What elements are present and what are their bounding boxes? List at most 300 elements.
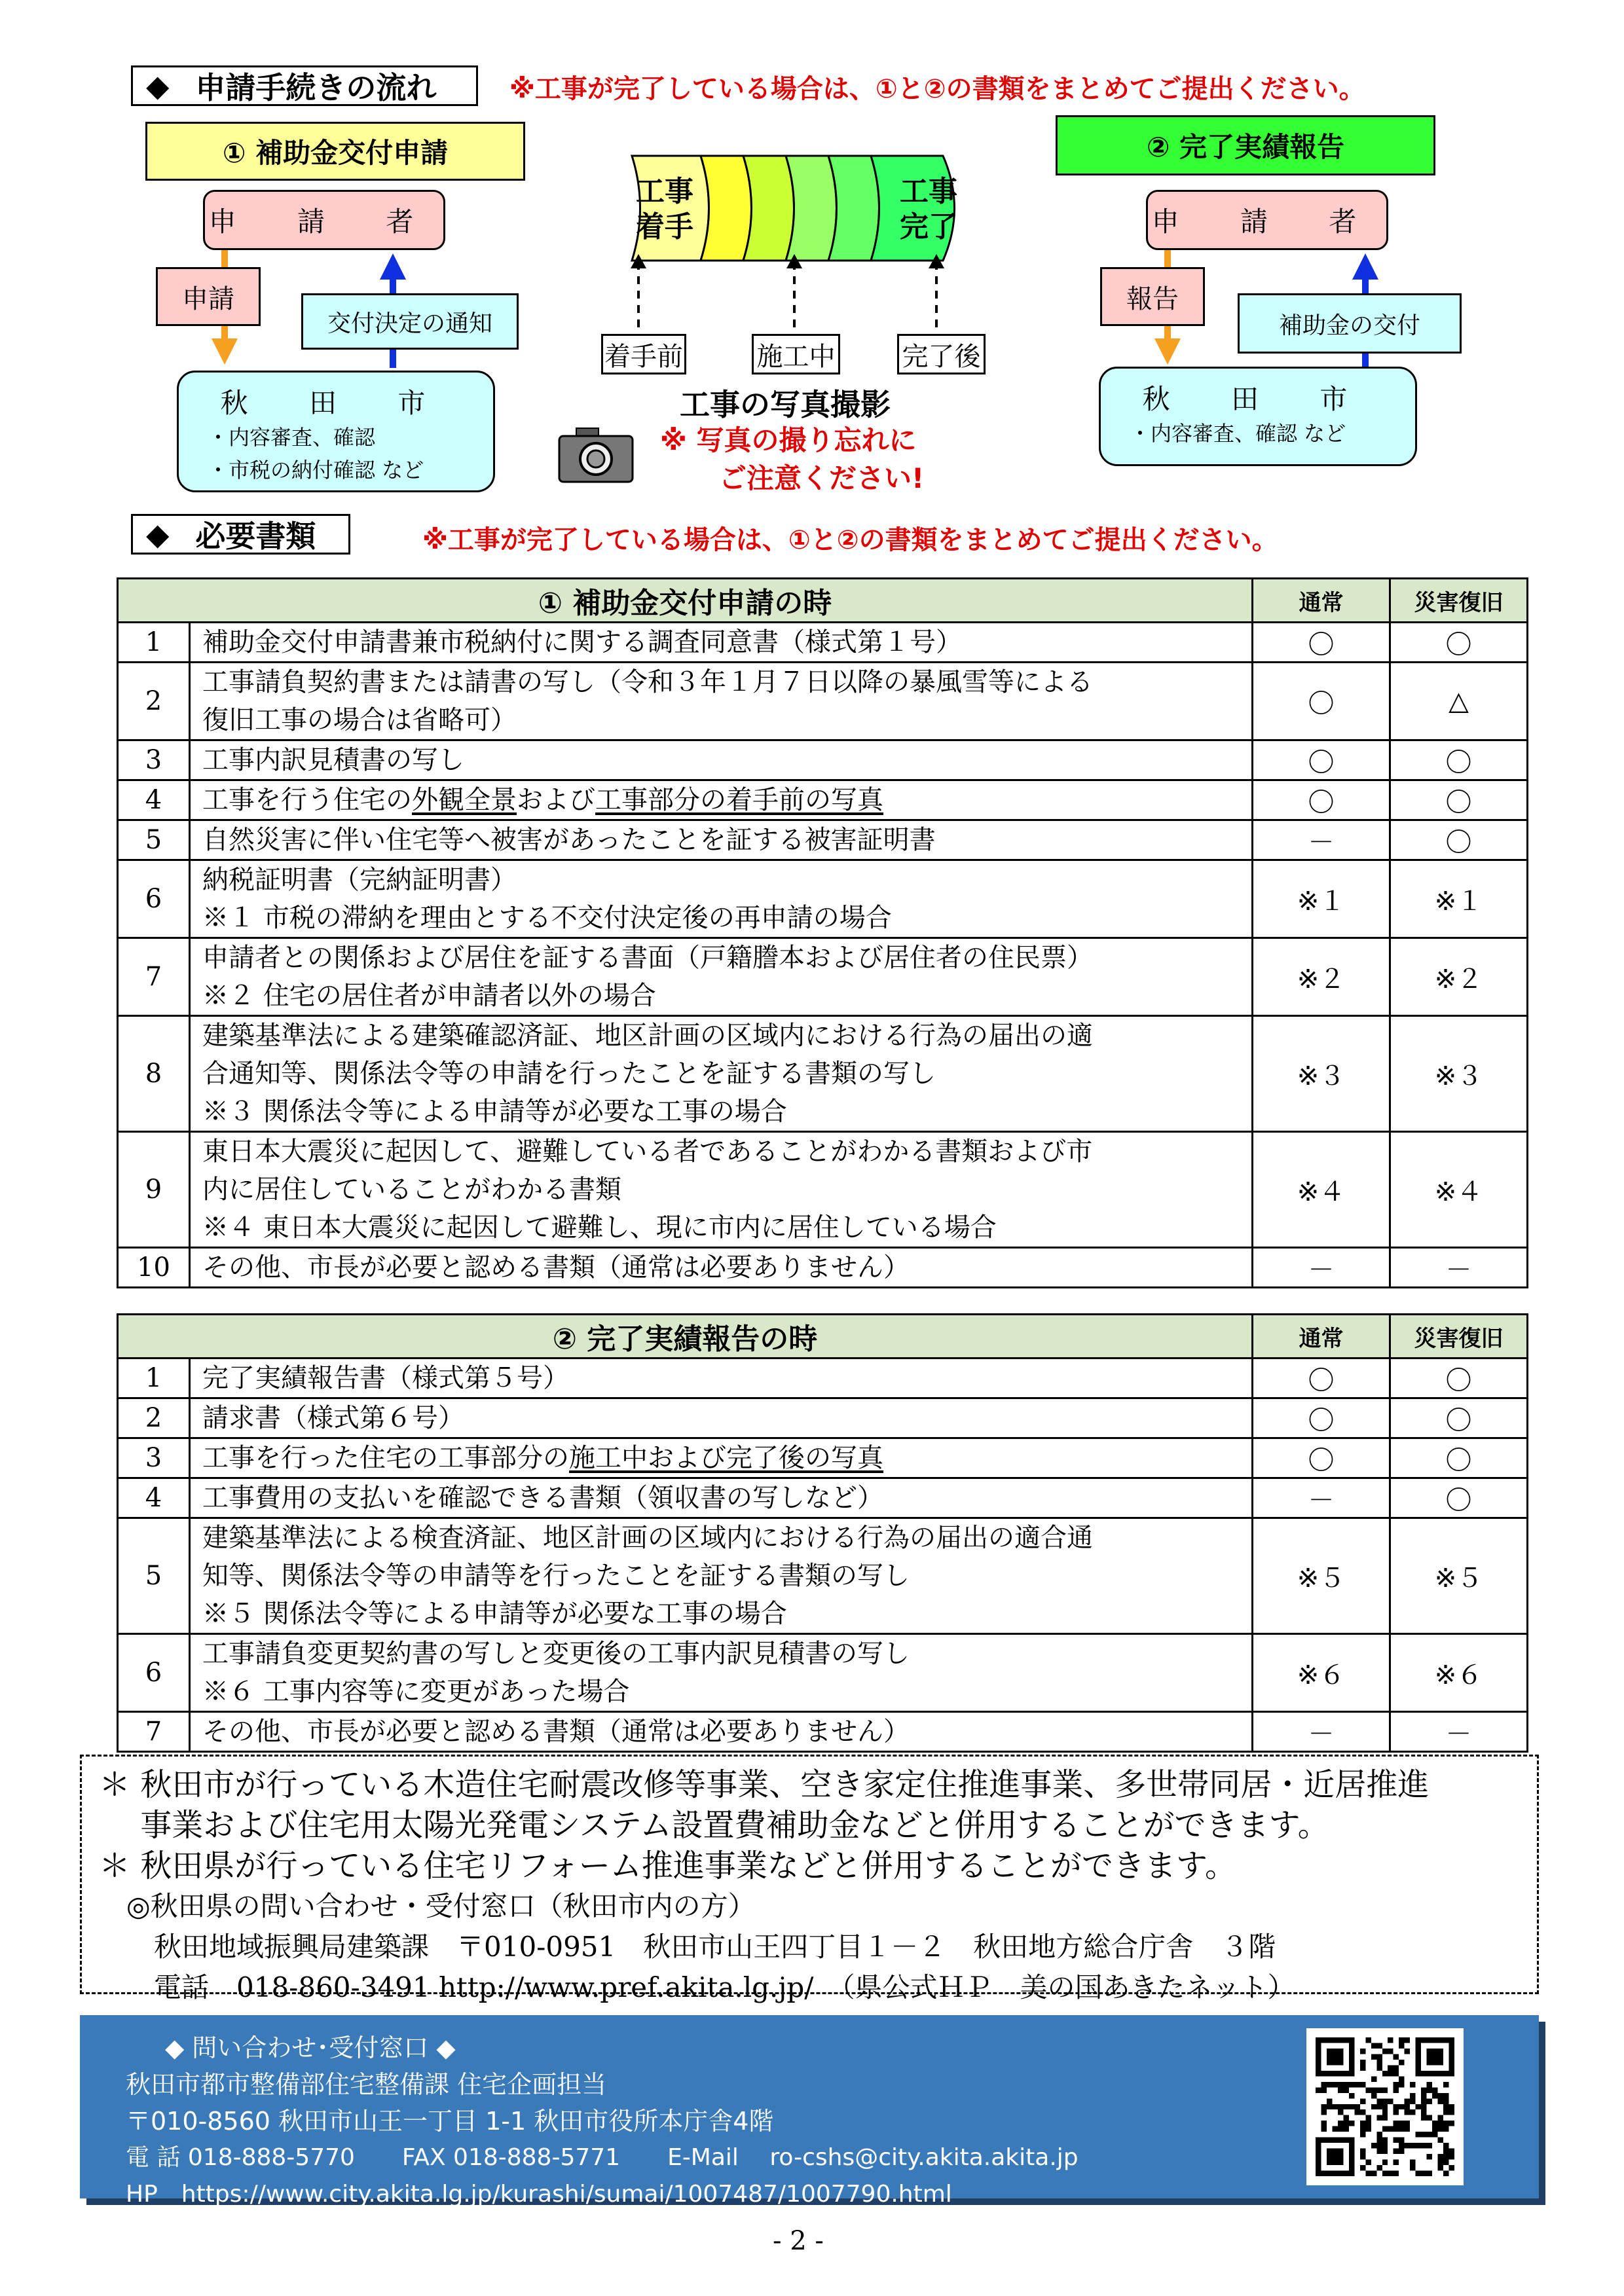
row-number: 1 [118, 1358, 190, 1398]
qr-module [1371, 2104, 1376, 2109]
qr-module [1438, 2115, 1443, 2121]
qr-module [1349, 2121, 1354, 2126]
qr-module [1405, 2049, 1410, 2054]
mark-disaster: 〇 [1390, 780, 1528, 820]
qr-module [1393, 2171, 1399, 2176]
description-line: 自然災害に伴い住宅等へ被害があったことを証する被害証明書 [202, 825, 936, 855]
qr-module [1405, 2098, 1410, 2104]
row-description [190, 1438, 1253, 1478]
qr-module [1388, 2037, 1393, 2043]
qr-module [1421, 2098, 1426, 2104]
row-description [190, 1634, 1253, 1712]
table-row [118, 663, 1528, 740]
footer-title: ◆ 問い合わせ･受付窓口 ◆ [165, 2033, 456, 2062]
row-number: 2 [118, 663, 190, 740]
arrow-report-head [1154, 338, 1181, 365]
mark-disaster: 〇 [1390, 1398, 1528, 1438]
qr-module [1438, 2154, 1443, 2159]
qr-module [1388, 2071, 1393, 2076]
mark-normal: － [1253, 1478, 1390, 1518]
footer-contact: 電 話 018-888-5770 FAX 018-888-5771 E-Mail ro-cshs@city.akita.akita.jp [126, 2144, 1079, 2171]
mark-normal: 〇 [1253, 1438, 1390, 1478]
qr-module [1393, 2121, 1399, 2126]
stage-before: 着手前 [601, 334, 686, 374]
qr-module [1316, 2087, 1321, 2092]
qr-module [1354, 2104, 1359, 2109]
qr-module [1338, 2126, 1343, 2132]
qr-module [1327, 2104, 1332, 2109]
qr-module [1360, 2121, 1365, 2126]
qr-module [1449, 2154, 1454, 2159]
description-line: その他、市長が必要と認める書類（通常は必要ありません） [202, 1252, 910, 1283]
qr-module [1338, 2082, 1343, 2087]
qr-module [1399, 2043, 1404, 2048]
row-description [190, 1132, 1253, 1248]
mark-disaster: 〇 [1390, 1358, 1528, 1398]
qr-module [1382, 2126, 1388, 2132]
table-row [118, 780, 1528, 820]
description-line: 工事内訳見積書の写し [202, 745, 464, 775]
mark-disaster: － [1390, 1248, 1528, 1288]
qr-finder-core [1327, 2149, 1343, 2165]
camera-icon [557, 426, 635, 484]
qr-module [1449, 2121, 1454, 2126]
qr-module [1332, 2126, 1337, 2132]
qr-module [1421, 2093, 1426, 2098]
description-line: 知等、関係法令等の申請等を行ったことを証する書類の写し [202, 1561, 910, 1591]
table-row [118, 1712, 1528, 1752]
qr-module [1382, 2109, 1388, 2115]
mark-normal: 〇 [1253, 1358, 1390, 1398]
city-box-1-title: 秋 田 市 [220, 387, 452, 419]
qr-module [1321, 2087, 1326, 2092]
description-line: 合通知等、関係法令等の申請を行ったことを証する書類の写し [202, 1059, 936, 1089]
underlined-text: 工事部分の着手前の写真 [595, 785, 883, 815]
qr-module [1421, 2143, 1426, 2148]
qr-module [1393, 2054, 1399, 2059]
table-row [118, 1248, 1528, 1288]
qr-module [1349, 2082, 1354, 2087]
qr-module [1376, 2138, 1382, 2143]
page-number: - 2 - [773, 2226, 824, 2256]
qr-module [1399, 2143, 1404, 2148]
photo-arrows [609, 249, 976, 334]
additional-notes [80, 1755, 1539, 2003]
qr-module [1371, 2087, 1376, 2092]
qr-module [1321, 2104, 1326, 2109]
apply-label: 申請 [156, 267, 261, 326]
mark-disaster: ※６ [1390, 1634, 1528, 1712]
qr-module [1438, 2093, 1443, 2098]
description-line: 東日本大震災に起因して、避難している者であることがわかる書類および市 [202, 1137, 1093, 1167]
city-box-1-line: ・内容審査、確認 [208, 425, 376, 450]
qr-module [1432, 2132, 1437, 2137]
construction-end-label [896, 167, 961, 252]
qr-module [1371, 2143, 1376, 2148]
qr-module [1360, 2065, 1365, 2070]
qr-module [1427, 2082, 1432, 2087]
qr-module [1388, 2065, 1393, 2070]
row-description [190, 623, 1253, 663]
arrow-apply-head [212, 338, 238, 365]
qr-module [1427, 2098, 1432, 2104]
mark-normal: ※２ [1253, 938, 1390, 1016]
mark-normal: ※４ [1253, 1132, 1390, 1248]
qr-module [1399, 2060, 1404, 2065]
qr-module [1432, 2126, 1437, 2132]
qr-module [1321, 2109, 1326, 2115]
qr-module [1327, 2098, 1332, 2104]
qr-module [1338, 2121, 1343, 2126]
qr-module [1327, 2082, 1332, 2087]
col-header-disaster: 災害復旧 [1390, 579, 1528, 623]
qr-module [1427, 2154, 1432, 2159]
qr-module [1416, 2104, 1421, 2109]
row-number: 4 [118, 780, 190, 820]
row-description [190, 1518, 1253, 1634]
col-header-normal: 通常 [1253, 579, 1390, 623]
qr-module [1443, 2171, 1449, 2176]
description-line: 工事請負契約書または請書の写し（令和３年１月７日以降の暴風雪等による [202, 667, 1093, 697]
qr-module [1399, 2076, 1404, 2081]
flow-header-text: 申請手続きの流れ [195, 70, 437, 105]
qr-module [1371, 2054, 1376, 2059]
mark-normal: 〇 [1253, 780, 1390, 820]
camera-lens-inner [587, 450, 604, 467]
qr-module [1399, 2126, 1404, 2132]
qr-module [1371, 2076, 1376, 2081]
mark-disaster: － [1390, 1712, 1528, 1752]
qr-module [1349, 2104, 1354, 2109]
qr-module [1376, 2149, 1382, 2154]
qr-module [1443, 2121, 1449, 2126]
qr-module [1365, 2126, 1371, 2132]
qr-module [1405, 2109, 1410, 2115]
qr-module [1343, 2115, 1348, 2121]
qr-module [1421, 2132, 1426, 2137]
qr-module [1382, 2171, 1388, 2176]
qr-module [1399, 2037, 1404, 2043]
row-description [190, 1016, 1253, 1132]
qr-code-icon [1306, 2028, 1464, 2185]
description-line: ※５ 関係法令等による申請等が必要な工事の場合 [202, 1599, 787, 1629]
qr-module [1443, 2154, 1449, 2159]
qr-module [1371, 2171, 1376, 2176]
table-row [118, 1438, 1528, 1478]
qr-module [1376, 2087, 1382, 2092]
table-row [118, 1016, 1528, 1132]
mark-normal: 〇 [1253, 1398, 1390, 1438]
construction-end-text: 工事完了 [900, 175, 957, 244]
applicant-box-1: 申 請 者 [203, 190, 445, 250]
qr-module [1405, 2143, 1410, 2148]
qr-module [1343, 2104, 1348, 2109]
qr-module [1349, 2093, 1354, 2098]
mark-disaster: △ [1390, 663, 1528, 740]
qr-module [1393, 2149, 1399, 2154]
qr-module [1360, 2060, 1365, 2065]
row-description [190, 820, 1253, 860]
scroll-seg-1 [701, 156, 752, 261]
qr-module [1382, 2087, 1388, 2092]
note-line: ＊ 秋田県が行っている住宅リフォーム推進事業などと併用することができます。 [99, 1848, 1237, 1884]
mark-disaster: 〇 [1390, 820, 1528, 860]
description-line: 建築基準法による建築確認済証、地区計画の区域内における行為の届出の適 [202, 1021, 1093, 1051]
mark-disaster: 〇 [1390, 1478, 1528, 1518]
photo-note: ※ 写真の撮り忘れに [660, 424, 917, 456]
qr-module [1365, 2037, 1371, 2043]
description-line: 工事費用の支払いを確認できる書類（領収書の写しなど） [202, 1483, 883, 1513]
qr-module [1449, 2165, 1454, 2170]
scroll-seg-3 [786, 156, 837, 261]
scroll-seg-4 [828, 156, 879, 261]
qr-module [1376, 2132, 1382, 2137]
qr-module [1416, 2171, 1421, 2176]
qr-module [1376, 2054, 1382, 2059]
qr-module [1376, 2115, 1382, 2121]
qr-module [1360, 2126, 1365, 2132]
row-number: 6 [118, 860, 190, 938]
row-number: 8 [118, 1016, 190, 1132]
qr-module [1354, 2109, 1359, 2115]
qr-module [1371, 2043, 1376, 2048]
qr-module [1376, 2065, 1382, 2070]
qr-module [1343, 2087, 1348, 2092]
table-title: ② 完了実績報告の時 [118, 1315, 1253, 1358]
construction-start-text: 工事着手 [636, 175, 693, 244]
qr-module [1365, 2121, 1371, 2126]
city-box-2-title: 秋 田 市 [1142, 383, 1374, 415]
qr-module [1354, 2082, 1359, 2087]
qr-module [1393, 2138, 1399, 2143]
mark-normal: 〇 [1253, 623, 1390, 663]
construction-start-label [632, 167, 697, 252]
description-line: ※３ 関係法令等による申請等が必要な工事の場合 [202, 1097, 787, 1127]
description-text: 工事を行う住宅の [202, 785, 412, 815]
qr-module [1376, 2098, 1382, 2104]
qr-module [1376, 2143, 1382, 2148]
qr-module [1449, 2149, 1454, 2154]
flow-note: ※工事が完了している場合は、①と②の書類をまとめてご提出ください。 [509, 74, 1365, 104]
row-description [190, 663, 1253, 740]
row-description [190, 1358, 1253, 1398]
row-number: 7 [118, 938, 190, 1016]
mark-disaster: ※２ [1390, 938, 1528, 1016]
footer-hp[interactable]: HP https://www.city.akita.lg.jp/kurashi/sumai/1007487/1007790.html [126, 2181, 952, 2208]
qr-module [1449, 2104, 1454, 2109]
col-header-disaster: 災害復旧 [1390, 1315, 1528, 1358]
mark-normal: 〇 [1253, 663, 1390, 740]
row-number: 7 [118, 1712, 190, 1752]
grant-label: 補助金の交付 [1238, 293, 1462, 354]
qr-module [1405, 2104, 1410, 2109]
note-line: 秋田地域振興局建築課 〒010-0951 秋田市山王四丁目１－２ 秋田地方総合庁舎 ３階 [99, 1931, 1276, 1963]
qr-module [1388, 2098, 1393, 2104]
qr-module [1393, 2104, 1399, 2109]
qr-module [1399, 2149, 1404, 2154]
qr-module [1438, 2098, 1443, 2104]
mark-disaster: 〇 [1390, 1438, 1528, 1478]
table-row [118, 740, 1528, 780]
description-line [202, 781, 1251, 819]
qr-module [1376, 2104, 1382, 2109]
photo-title: 工事の写真撮影 [680, 387, 891, 422]
qr-module [1393, 2087, 1399, 2092]
qr-module [1321, 2126, 1326, 2132]
row-description [190, 860, 1253, 938]
underlined-text: 外観全景 [412, 785, 517, 815]
note-line: 事業および住宅用太陽光発電システム設置費補助金などと併用することができます。 [99, 1807, 1329, 1844]
qr-module [1449, 2109, 1454, 2115]
qr-module [1438, 2126, 1443, 2132]
qr-module [1421, 2104, 1426, 2109]
table-row [118, 1132, 1528, 1248]
qr-module [1321, 2121, 1326, 2126]
qr-module [1360, 2132, 1365, 2137]
qr-module [1427, 2143, 1432, 2148]
qr-module [1365, 2160, 1371, 2165]
qr-module [1443, 2149, 1449, 2154]
description-line: 完了実績報告書（様式第５号） [202, 1363, 569, 1393]
report-label: 報告 [1100, 267, 1205, 326]
qr-module [1376, 2165, 1382, 2170]
qr-module [1371, 2093, 1376, 2098]
photo-arrow-head [631, 254, 646, 268]
diamond-icon: ◆ [146, 517, 170, 552]
qr-finder-core [1427, 2049, 1443, 2065]
qr-module [1388, 2126, 1393, 2132]
description-line: 内に居住していることがわかる書類 [202, 1175, 621, 1205]
qr-module [1405, 2121, 1410, 2126]
qr-module [1443, 2109, 1449, 2115]
docs-note: ※工事が完了している場合は、①と②の書類をまとめてご提出ください。 [422, 525, 1278, 555]
col-header-normal: 通常 [1253, 1315, 1390, 1358]
qr-module [1382, 2098, 1388, 2104]
qr-module [1338, 2104, 1343, 2109]
qr-module [1443, 2093, 1449, 2098]
description-text: 工事を行った住宅の工事部分の [202, 1443, 569, 1473]
city-box-2-line: ・内容審査、確認 など [1130, 421, 1346, 446]
qr-module [1399, 2104, 1404, 2109]
qr-module [1388, 2049, 1393, 2054]
table-title: ① 補助金交付申請の時 [118, 579, 1253, 623]
row-number: 4 [118, 1478, 190, 1518]
qr-module [1360, 2098, 1365, 2104]
description-line [202, 1439, 1251, 1477]
mark-normal: － [1253, 820, 1390, 860]
mark-disaster: ※１ [1390, 860, 1528, 938]
qr-module [1399, 2082, 1404, 2087]
qr-module [1443, 2098, 1449, 2104]
row-number: 3 [118, 1438, 190, 1478]
qr-module [1410, 2098, 1415, 2104]
qr-module [1360, 2082, 1365, 2087]
row-number: 5 [118, 820, 190, 860]
qr-module [1443, 2104, 1449, 2109]
qr-module [1410, 2093, 1415, 2098]
qr-module [1421, 2115, 1426, 2121]
row-number: 2 [118, 1398, 190, 1438]
mark-disaster: 〇 [1390, 623, 1528, 663]
underlined-text: 施工中および完了後の写真 [569, 1443, 883, 1473]
applicant-box-2: 申 請 者 [1146, 190, 1388, 250]
qr-module [1438, 2165, 1443, 2170]
qr-module [1382, 2149, 1388, 2154]
qr-module [1410, 2160, 1415, 2165]
qr-module [1432, 2093, 1437, 2098]
mark-normal: ※５ [1253, 1518, 1390, 1634]
qr-module [1421, 2171, 1426, 2176]
qr-module [1376, 2060, 1382, 2065]
table-row [118, 1398, 1528, 1438]
mark-normal: － [1253, 1712, 1390, 1752]
row-number: 10 [118, 1248, 190, 1288]
qr-module [1382, 2071, 1388, 2076]
qr-module [1416, 2143, 1421, 2148]
qr-module [1365, 2115, 1371, 2121]
table-completion [117, 1313, 1528, 1753]
flow-section-header [131, 65, 478, 106]
arrow-grant-head [1352, 253, 1378, 280]
qr-module [1338, 2087, 1343, 2092]
table-row [118, 820, 1528, 860]
table-row [118, 860, 1528, 938]
stage-during: 施工中 [752, 334, 840, 374]
note-line: 電話 018-860-3491 http://www.pref.akita.lg.jp/ （県公式ＨＰ 美の国あきたネット） [99, 1971, 1295, 2003]
qr-module [1365, 2171, 1371, 2176]
qr-module [1382, 2115, 1388, 2121]
city-box-2 [1099, 367, 1417, 466]
qr-module [1399, 2121, 1404, 2126]
photo-arrow-head [786, 254, 802, 268]
row-description [190, 740, 1253, 780]
step2-label: ② 完了実績報告 [1056, 115, 1435, 175]
qr-module [1432, 2121, 1437, 2126]
footer-dept: 秋田市都市整備部住宅整備課 住宅企画担当 [126, 2070, 607, 2099]
qr-module [1410, 2082, 1415, 2087]
qr-module [1410, 2143, 1415, 2148]
row-description [190, 1478, 1253, 1518]
qr-module [1427, 2132, 1432, 2137]
row-number: 1 [118, 623, 190, 663]
row-description [190, 1248, 1253, 1288]
table-header-row [118, 579, 1528, 623]
qr-module [1410, 2109, 1415, 2115]
description-line: 納税証明書（完納証明書） [202, 865, 517, 895]
stage-after: 完了後 [897, 334, 986, 374]
docs-header-text: 必要書類 [195, 519, 316, 554]
qr-module [1438, 2121, 1443, 2126]
qr-module [1382, 2104, 1388, 2109]
qr-module [1321, 2082, 1326, 2087]
table-row [118, 1478, 1528, 1518]
qr-code-graphic [1316, 2037, 1454, 2176]
arrow-notice-head [380, 253, 406, 280]
description-line: ※１ 市税の滞納を理由とする不交付決定後の再申請の場合 [202, 903, 892, 933]
description-line: 建築基準法による検査済証、地区計画の区域内における行為の届出の適合通 [202, 1523, 1093, 1553]
qr-module [1438, 2160, 1443, 2165]
qr-module [1343, 2082, 1348, 2087]
row-description [190, 938, 1253, 1016]
qr-module [1360, 2154, 1365, 2159]
description-line: ※４ 東日本大震災に起因して避難し、現に市内に居住している場合 [202, 1212, 997, 1243]
city-box-1 [177, 371, 495, 492]
row-number: 3 [118, 740, 190, 780]
table-row [118, 1518, 1528, 1634]
photo-note-2: ご注意ください! [719, 462, 925, 494]
mark-normal: ※３ [1253, 1016, 1390, 1132]
qr-module [1360, 2149, 1365, 2154]
